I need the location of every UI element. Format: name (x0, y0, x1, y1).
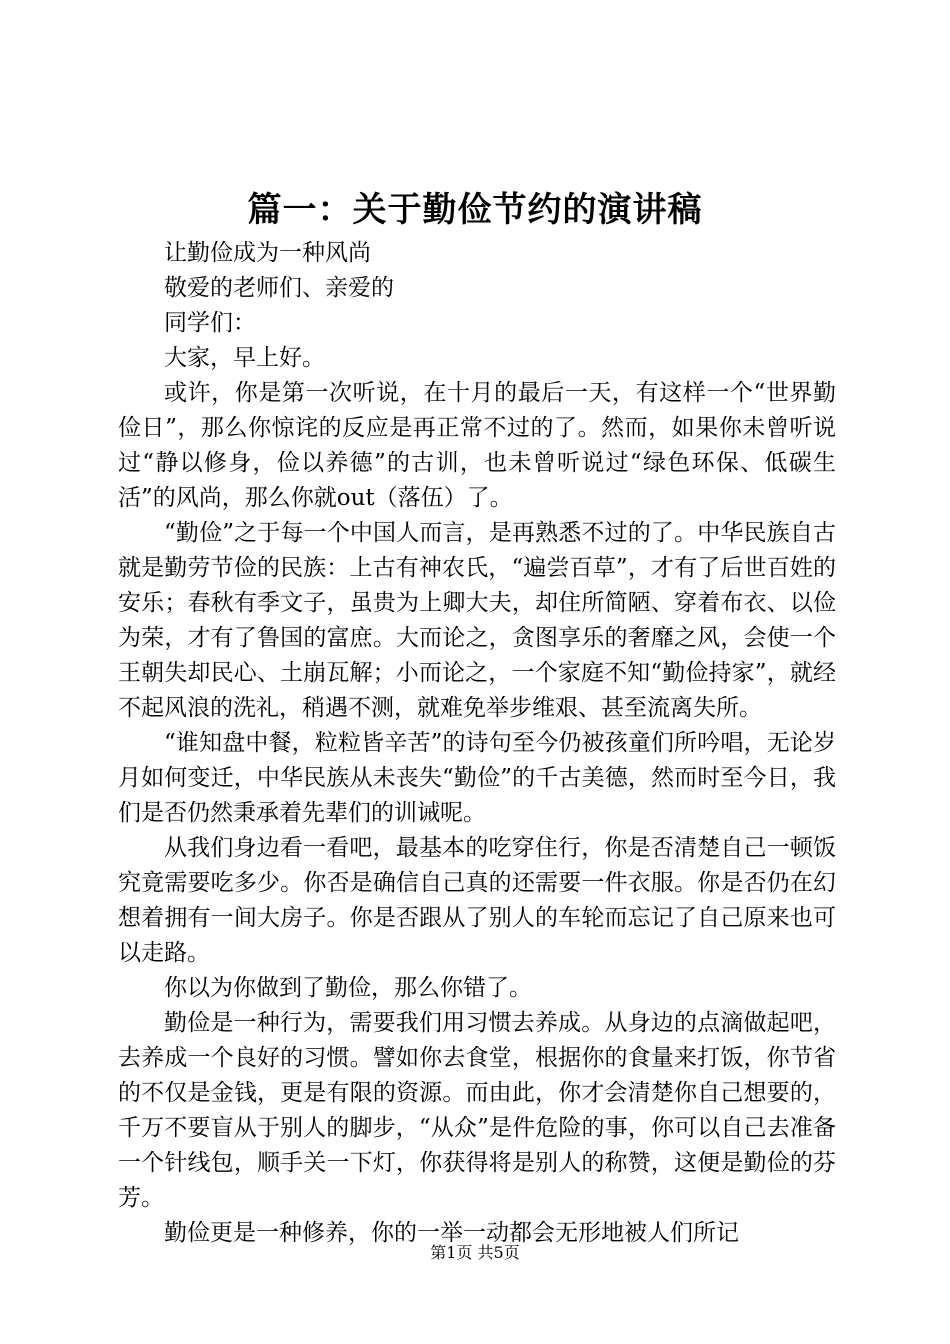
paragraph: 勤俭是一种行为，需要我们用习惯去养成。从身边的点滴做起吧，去养成一个良好的习惯。譬如你去食堂，根据你的食量来打饭，你节省的不仅是金钱，更是有限的资源。而由此，你才会清楚你自己想要的，千万不要盲从于别人的脚步，“从众”是件危险的事，你可以自己去准备一个针线包，顺手关一下灯，你获得将是别人的称赞，这便是勤俭的芬芳。 (118, 1010, 836, 1211)
page-number-footer: 第1页 共5页 (430, 1243, 520, 1262)
salutation-line-2: 同学们： (164, 310, 256, 336)
paragraph: 勤俭更是一种修养，你的一举一动都会无形地被人们所记 (164, 1220, 739, 1246)
paragraph: 从我们身边看一看吧，最基本的吃穿住行，你是否清楚自己一顿饭究竟需要吃多少。你否是确信自己真的还需要一件衣服。你是否仍在幻想着拥有一间大房子。你是否跟从了别人的车轮而忘记了自己原来也可以走路。 (118, 835, 836, 966)
paragraph: “勤俭”之于每一个中国人而言，是再熟悉不过的了。中华民族自古就是勤劳节俭的民族：上古有神农氏，“遍尝百草”，才有了后世百姓的安乐；春秋有季文子，虽贵为上卿大夫，却住所简陋、穿着布衣、以俭为荣，才有了鲁国的富庶。大而论之，贪图享乐的奢靡之风，会使一个王朝失却民心、土崩瓦解；小而论之，一个家庭不知“勤俭持家”，就经不起风浪的洗礼，稍遇不测，就难免举步维艰、甚至流离失所。 (118, 520, 836, 721)
paragraph: 或许，你是第一次听说，在十月的最后一天，有这样一个“世界勤俭日”，那么你惊诧的反应是再正常不过的了。然而，如果你未曾听说过“静以修身，俭以养德”的古训，也未曾听说过“绿色环保、低碳生活”的风尚，那么你就out（落伍）了。 (118, 380, 836, 511)
paragraph: “谁知盘中餐，粒粒皆辛苦”的诗句至今仍被孩童们所吟唱，无论岁月如何变迁，中华民族从未丧失“勤俭”的千古美德，然而时至今日，我们是否仍然秉承着先辈们的训诫呢。 (118, 730, 836, 826)
salutation-line-1: 敬爱的老师们、亲爱的 (164, 275, 394, 301)
subtitle-line: 让勤俭成为一种风尚 (164, 240, 371, 266)
paragraph: 你以为你做到了勤俭，那么你错了。 (164, 975, 532, 1001)
greeting-line: 大家，早上好。 (164, 345, 325, 371)
document-body (118, 236, 836, 1251)
document-title: 篇一：关于勤俭节约的演讲稿 (247, 190, 703, 230)
